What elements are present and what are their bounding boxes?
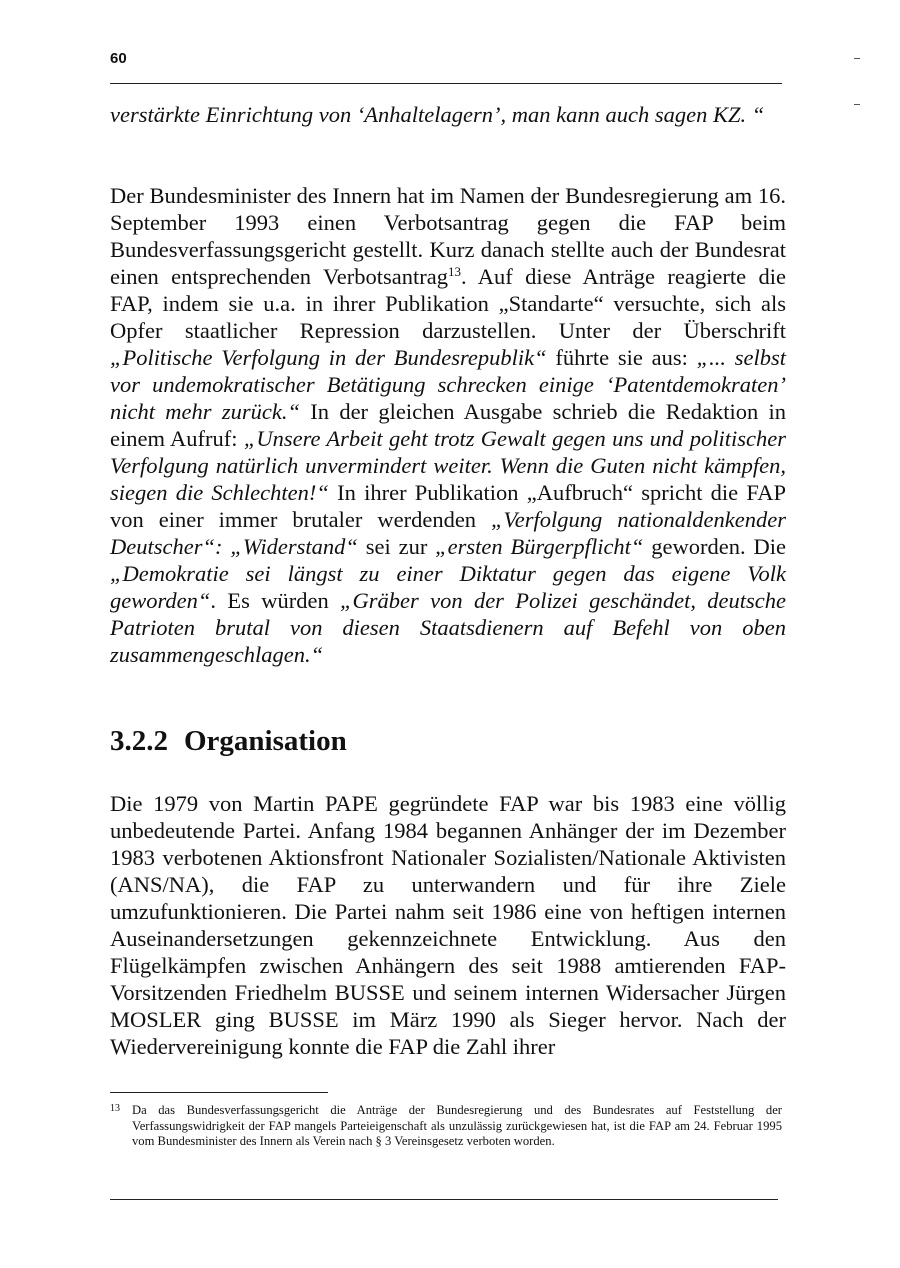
italic-quote: „Verfolgung nationaldenkender Deutscher“: „Widerstand“ (110, 507, 786, 559)
text-run: führte sie aus: (546, 345, 697, 370)
text-run: . Es würden (210, 588, 341, 613)
text-run: In ihrer Publikation „Aufbruch“ spricht die FAP von einer immer brutaler werdenden (110, 480, 786, 532)
section-title: Organisation (184, 725, 347, 757)
section-heading (110, 725, 347, 758)
quote-text: verstärkte Einrichtung von ‘Anhaltelagern’, man kann auch sagen KZ. (110, 102, 747, 127)
footnote-text: Da das Bundesverfassungsgericht die Anträge der Bundesregierung und des Bundesrates auf Feststellung der Verfassungswidrigkeit der FAP mangels Parteieigenschaft als unzulässig zurückgewiesen hat, ist die FAP am 24. Februar 1995 vom Bundesminister des Innern als Verein nach § 3 Vereinsgesetz verboten worden. (132, 1103, 782, 1148)
italic-quote: „Demokratie sei längst zu einer Diktatur gegen das eigene Volk geworden“ (110, 561, 786, 613)
page-number: 60 (110, 50, 127, 67)
body-paragraph-2: Die 1979 von Martin PAPE gegründete FAP war bis 1983 eine völlig unbedeutende Partei. Anfang 1984 begannen Anhänger der im Dezember 1983 verbotenen Aktionsfront Nationaler Sozialisten/Nationale Aktivisten (ANS/NA), die FAP zu unterwandern und für ihre Ziele umzufunktionieren. Die Partei nahm seit 1986 eine von heftigen internen Auseinandersetzungen gekennzeichnete Entwicklung. Aus den Flügelkämpfen zwischen Anhängern des seit 1988 amtierenden FAP-Vorsitzenden Friedhelm BUSSE und seinem internen Widersacher Jürgen MOSLER ging BUSSE im März 1990 als Sieger hervor. Nach der Wiedervereinigung konnte die FAP die Zahl ihrer (110, 791, 786, 1059)
footer-rule (110, 1199, 778, 1200)
italic-quote: „Gräber von der Polizei geschändet, deutsche Patrioten brutal von diesen Staatsdienern auf Befehl von oben zusammengeschlagen.“ (110, 588, 786, 667)
edge-mark (854, 104, 860, 105)
footnote-rule (110, 1092, 328, 1093)
italic-quote: „ersten Bürgerpflicht“ (435, 534, 644, 559)
edge-mark (854, 58, 860, 59)
footnote-marker: 13 (110, 1103, 120, 1114)
section-number: 3.2.2 (110, 725, 168, 757)
footnote-reference: 13 (448, 264, 461, 279)
italic-quote: „Unsere Arbeit geht trotz Gewalt gegen uns und politischer Verfolgung natürlich unvermindert weiter. Wenn die Guten nicht kämpfen, siegen die Schlechten!“ (110, 426, 786, 505)
quote-continuation (110, 101, 786, 128)
italic-quote: „... selbst vor undemokratischer Betätigung schrecken einige ‘Patentdemokraten’ nicht mehr zurück.“ (110, 345, 786, 424)
body-paragraph-1 (110, 182, 786, 668)
italic-quote: „Politische Verfolgung in der Bundesrepublik“ (110, 345, 547, 370)
quote-close-mark: “ (746, 102, 765, 127)
footnote (110, 1103, 782, 1150)
text-run: In der gleichen Ausgabe schrieb die Redaktion in einem Aufruf: (110, 399, 786, 451)
text-run: geworden. Die (643, 534, 786, 559)
header-rule (110, 83, 782, 84)
text-run: sei zur (357, 534, 436, 559)
text-run: Der Bundesminister des Innern hat im Namen der Bundesregierung am 16. September 1993 einen Verbotsantrag gegen die FAP beim Bundesverfassungsgericht gestellt. Kurz danach stellte auch der Bundesrat einen entsprechenden Verbotsantrag (110, 183, 786, 289)
text-run: . Auf diese Anträge reagierte die FAP, indem sie u.a. in ihrer Publikation „Standarte“ versuchte, sich als Opfer staatlicher Repression darzustellen. Unter der Überschrift (110, 264, 786, 343)
